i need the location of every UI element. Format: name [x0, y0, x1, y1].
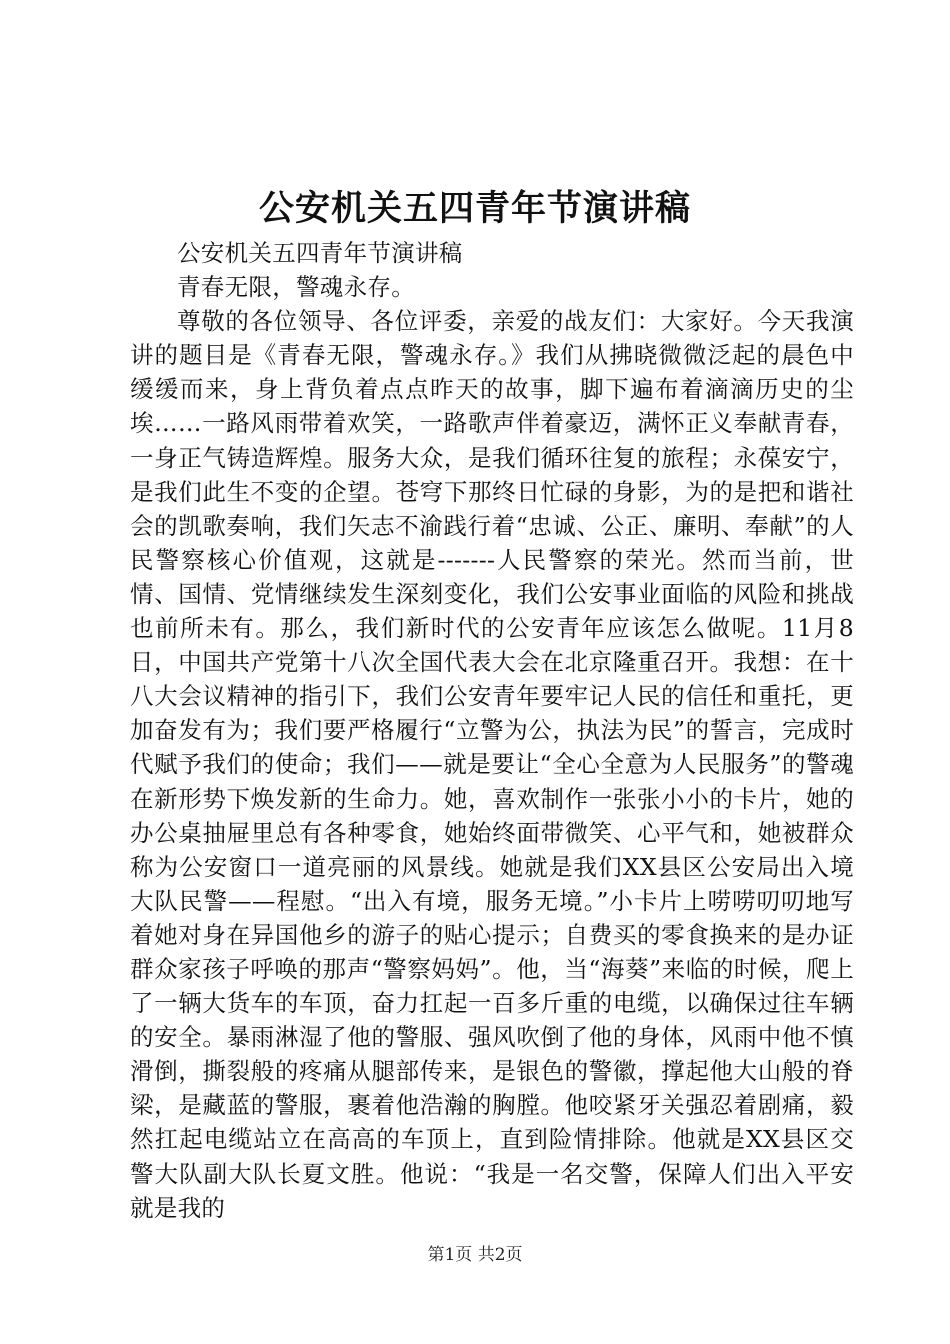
theme-paragraph: 青春无限，警魂永存。 [177, 273, 415, 302]
page-footer: 第1页 共2页 [427, 1245, 523, 1265]
subtitle-paragraph: 公安机关五四青年节演讲稿 [177, 239, 463, 267]
document-title: 公安机关五四青年节演讲稿 [258, 188, 691, 229]
speech-body-paragraph: 尊敬的各位领导、各位评委，亲爱的战友们：大家好。今天我演讲的题目是《青春无限，警魂永存。》我们从拂晓微微泛起的晨色中缓缓而来，身上背负着点点昨天的故事，脚下遍布着滴滴历史的尘埃……一路风雨带着欢笑，一路歌声伴着豪迈，满怀正义奉献青春，一身正气铸造辉煌。服务大众，是我们循环往复的旅程；永葆安宁，是我们此生不变的企望。苍穹下那终日忙碌的身影，为的是把和谐社会的凯歌奏响，我们矢志不渝践行着“忠诚、公正、廉明、奉献”的人民警察核心价值观，这就是-------人民警察的荣光。然而当前，世情、国情、党情继续发生深刻变化，我们公安事业面临的风险和挑战也前所未有。那么，我们新时代的公安青年应该怎么做呢。11月8日，中国共产党第十八次全国代表大会在北京隆重召开。我想：在十八大会议精神的指引下，我们公安青年要牢记人民的信任和重托，更加奋发有为；我们要严格履行“立警为公，执法为民”的誓言，完成时代赋予我们的使命；我们——就是要让“全心全意为人民服务”的警魂在新形势下焕发新的生命力。她，喜欢制作一张张小小的卡片，她的办公桌抽屉里总有各种零食，她始终面带微笑、心平气和，她被群众称为公安窗口一道亮丽的风景线。她就是我们XX县区公安局出入境大队民警——程慰。“出入有境，服务无境。”小卡片上唠唠叨叨地写着她对身在异国他乡的游子的贴心提示；自费买的零食换来的是办证群众家孩子呼唤的那声“警察妈妈”。他，当“海葵”来临的时候，爬上了一辆大货车的车顶，奋力扛起一百多斤重的电缆，以确保过往车辆的安全。暴雨淋湿了他的警服、强风吹倒了他的身体，风雨中他不慎滑倒，撕裂般的疼痛从腿部传来，是银色的警徽，撑起他大山般的脊梁，是藏蓝的警服，裹着他浩瀚的胸膛。他咬紧牙关强忍着剧痛，毅然扛起电缆站立在高高的车顶上，直到险情排除。他就是XX县区交警大队副大队长夏文胜。他说：“我是一名交警，保障人们出入平安就是我的 [130, 307, 854, 1222]
document-body [130, 236, 854, 1225]
